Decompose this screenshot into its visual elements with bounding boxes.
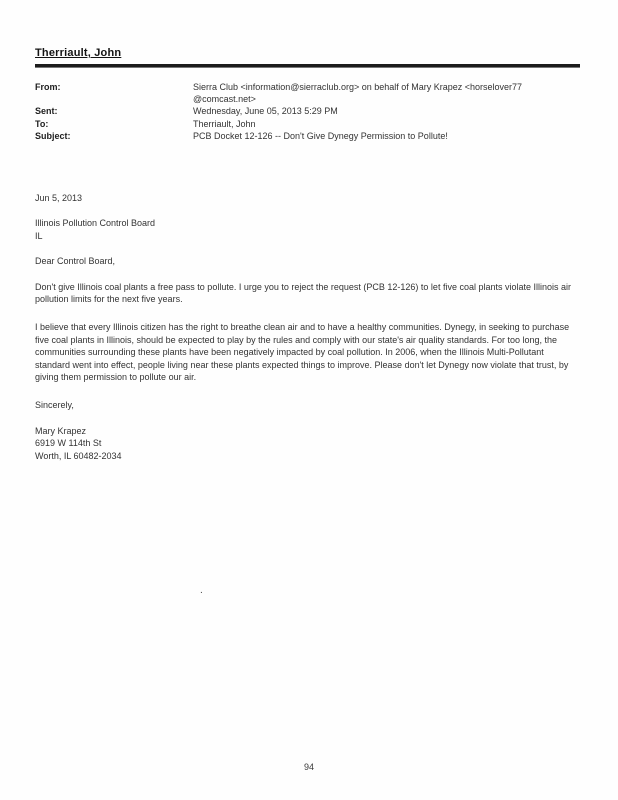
document-content <box>35 47 580 475</box>
email-header-value-to: Therriault, John <box>193 118 256 129</box>
recipient-address-block <box>35 217 580 242</box>
email-header-row-to <box>35 118 580 130</box>
body-paragraph-1: Don't give Illinois coal plants a free pass to pollute. I urge you to reject the request (PCB 12-126) to let five coal plants violate Illinois air pollution limits for the next five years. <box>35 281 572 305</box>
signature-name: Mary Krapez <box>35 425 87 436</box>
salutation: Dear Control Board, <box>35 256 116 267</box>
email-header-label-subject: Subject: <box>35 130 71 141</box>
scan-artifact-dot: . <box>200 585 203 596</box>
recipient-state: IL <box>35 230 43 241</box>
recipient-organization: Illinois Pollution Control Board <box>35 218 156 229</box>
email-header-row-sent <box>35 105 580 117</box>
email-header-label-from: From: <box>35 82 61 92</box>
from-value-line-1: Sierra Club <information@sierraclub.org> on behalf of Mary Krapez <horselover77 <box>193 82 523 92</box>
body-date: Jun 5, 2013 <box>35 193 83 204</box>
signature-street: 6919 W 114th St <box>35 438 102 449</box>
email-header-value-subject: PCB Docket 12-126 -- Don't Give Dynegy Permission to Pollute! <box>193 130 448 141</box>
email-header-label-sent: Sent: <box>35 106 58 117</box>
email-header-label-to: To: <box>35 118 49 129</box>
email-header-block <box>35 81 580 142</box>
signature-city: Worth, IL 60482-2034 <box>35 450 122 461</box>
email-header-row-subject <box>35 130 580 142</box>
body-paragraph-2: I believe that every Illinois citizen has the right to breathe clean air and to have a healthy communities. Dynegy, in seeking to purchase five coal plants in Illinois, should be expected to play by the rules and comply with our state's air quality standards. For too long, the communities surrounding these plants have been negatively impacted by coal pollution. In 2006, when the Illinois Multi-Pollutant standard went into effect, people living near these plants expected things to improve. Please don't let Dynegy now violate that trust, by giving them permission to pollute our air. <box>35 322 570 383</box>
recipient-name-heading: Therriault, John <box>35 47 122 59</box>
email-header-value-sent: Wednesday, June 05, 2013 5:29 PM <box>193 106 338 117</box>
from-value-line-2: @comcast.net> <box>193 94 256 105</box>
closing: Sincerely, <box>35 400 74 411</box>
email-header-value-from <box>193 81 580 105</box>
page-number: 94 <box>303 762 314 772</box>
header-divider <box>35 64 580 68</box>
email-body <box>35 192 580 462</box>
email-header-row-from <box>35 81 580 105</box>
signature-block <box>35 425 580 462</box>
